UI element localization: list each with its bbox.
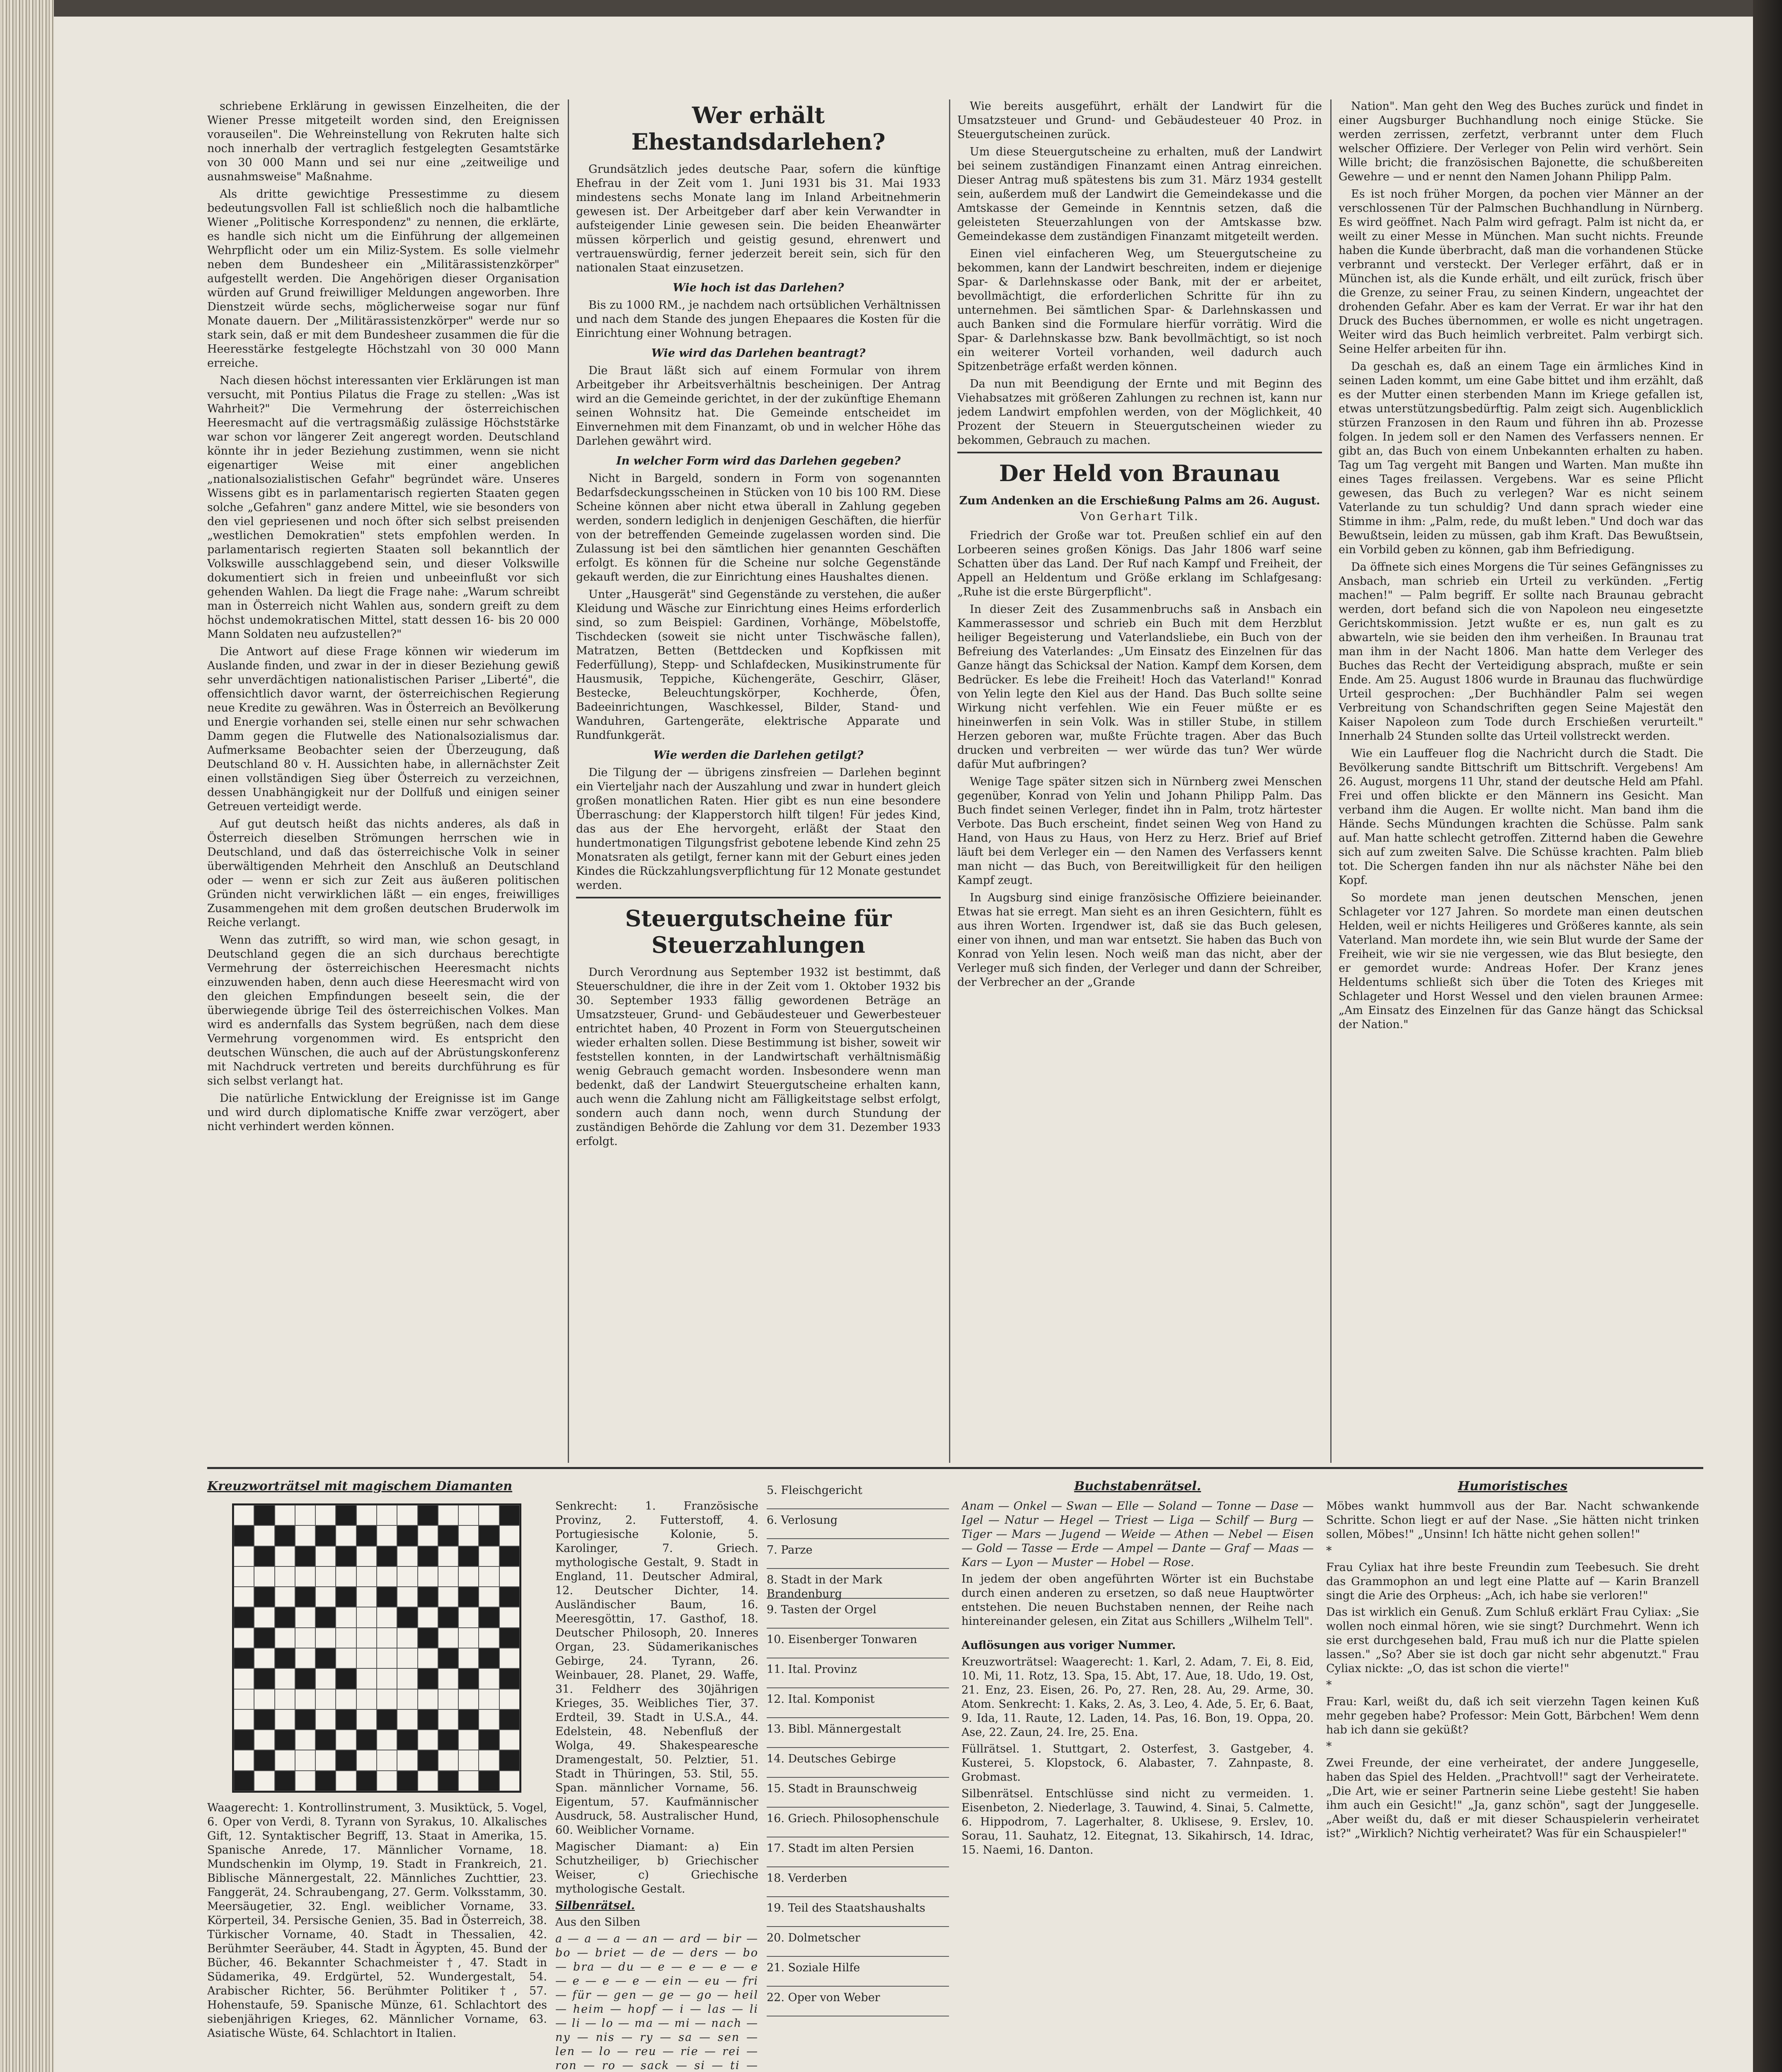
crossword-cell xyxy=(275,1628,295,1648)
silben-item: 7. Parze xyxy=(767,1539,949,1569)
crossword-block xyxy=(254,1505,274,1525)
article-paragraph: Da nun mit Beendigung der Ernte und mit Beginn des Viehabsatzes mit größeren Zahlungen zu rechnen ist, kann nur jedem Landwirt empfohlen werden, von der Möglichkeit, 40 Prozent der Steuern in Steuergutscheinen wieder zu bekommen, Gebrauch zu machen. xyxy=(957,378,1322,447)
crossword-cell xyxy=(295,1566,315,1587)
crossword-cell xyxy=(356,1628,377,1648)
crossword-cell xyxy=(356,1566,377,1587)
article-paragraph: Nation". Man geht den Weg des Buches zurück und findet in einer Augsburger Buchhandlung noch einige Stücke. Sie werden zerrissen, zerfetzt, verbrannt unter dem Fluch welscher Offiziere. Der Verleger von Pelin wird verhört. Sein Wille bricht; die französischen Bajonette, die schußbereiten Gewehre — und er nennt den Namen Johann Philipp Palm. xyxy=(1339,100,1703,183)
article-paragraph: Grundsätzlich jedes deutsche Paar, sofern die künftige Ehefrau in der Zeit vom 1. Juni 1931 bis 31. Mai 1933 mindestens sechs Monate lang im Inland Arbeitnehmerin gewesen ist. Der Arbeitgeber darf aber kein Verwandter in aufsteigender Linie gewesen sein. Die beiden Eheanwärter müssen körperlich und geistig gesund, ehrenwert und vertrauenswürdig, ferner jederzeit bereit sein, sich für den nationalen Staat einzusetzen. xyxy=(576,163,941,274)
aufloesung-silbenraetsel: Silbenrätsel. Entschlüsse sind nicht zu vermeiden. 1. Eisenbeton, 2. Niederlage, 3. Tauwind, 4. Sinai, 5. Calmette, 6. Hippodrom, 7. Lagerhalter, 8. Uklisese, 9. Erslev, 10. Sorau, 11. Sauhatz, 12. Eitegnat, 13. Sikahirsch, 14. Idrac, 15. Naemi, 16. Danton. xyxy=(961,1787,1314,1857)
crossword-cell xyxy=(315,1709,336,1730)
crossword-cell xyxy=(315,1505,336,1525)
crossword-cell xyxy=(438,1668,458,1689)
crossword-block xyxy=(336,1668,356,1689)
crossword-cell xyxy=(397,1566,417,1587)
article-paragraph: Wie bereits ausgeführt, erhält der Landwirt für die Umsatzsteuer und Grund- und Gebäudesteuer 40 Proz. in Steuergutscheinen zurück. xyxy=(957,100,1322,141)
crossword-block xyxy=(356,1525,377,1546)
crossword-block xyxy=(275,1607,295,1627)
crossword-cell xyxy=(377,1689,397,1709)
crossword-cell xyxy=(479,1750,499,1770)
crossword-block xyxy=(397,1525,417,1546)
silben-item: 6. Verlosung xyxy=(767,1509,949,1539)
crossword-block xyxy=(234,1607,254,1627)
crossword-cell xyxy=(458,1566,479,1587)
humor-title: Humoristisches xyxy=(1458,1479,1568,1493)
crossword-cell xyxy=(254,1771,274,1791)
crossword-block xyxy=(397,1730,417,1750)
silben-item: 20. Dolmetscher xyxy=(767,1927,949,1957)
crossword-block xyxy=(254,1668,274,1689)
crossword-cell xyxy=(315,1668,336,1689)
aufloesung-kreuzwort: Kreuzworträtsel: Waagerecht: 1. Karl, 2. Adam, 7. Ei, 8. Eid, 10. Mi, 11. Rotz, 13. Spa, 15. Abt, 17. Aue, 18. Udo, 19. Ost, 21. Enz, 23. Eisen, 26. Po, 27. Ren, 28. Au, 29. Arme, 30. Atom. Senkrecht: 1. Kaks, 2. As, 3. Leo, 4. Ade, 5. Er, 6. Baat, 9. Ida, 11. Raute, 12. Laden, 14. Pas, 16. Bon, 19. Oppa, 20. Ase, 22. Zaun, 24. Ire, 25. Ena. xyxy=(961,1656,1314,1739)
col1-paragraph: Wenn das zutrifft, so wird man, wie schon gesagt, in Deutschland gegen die an sich durchaus berechtigte Vermehrung der österreichischen Heeresmacht nichts einzuwenden haben, denn auch diese Heeresmacht wird von den gleichen Empfindungen beseelt sein, die der überwiegende übrige Teil des österreichischen Volkes. Man wird es andernfalls das System begrüßen, nach dem diese Vermehrung vorgenommen wird. Es entspricht den deutschen Wünschen, die auch auf der Abrüstungskonferenz mit Nachdruck vertreten und bereits durchführung es für sich selbst verlangt hat. xyxy=(207,934,559,1087)
crossword-cell xyxy=(254,1730,274,1750)
crossword-cell xyxy=(295,1771,315,1791)
crossword-cell xyxy=(315,1750,336,1770)
crossword-cell xyxy=(336,1525,356,1546)
crossword-cell xyxy=(377,1525,397,1546)
crossword-cell xyxy=(234,1566,254,1587)
crossword-cell xyxy=(397,1689,417,1709)
humor-item: Zwei Freunde, der eine verheiratet, der andere Junggeselle, haben das Spiel des Helden. „Prachtvoll!" sagt der Verheiratete. „Die Art, wie er seiner Partnerin seine Liebe gesteht! Sie haben ihm auch ein Gesicht!" „Ja, ganz schön", sagt der Junggeselle. „Aber weißt du, daß er mit dieser Schauspielerin verheiratet ist?" „Wirklich? Nichtig verheiratet? Was für ein Schauspieler!" xyxy=(1326,1757,1699,1840)
magic-diamond: Magischer Diamant: a) Ein Schutzheiliger, b) Griechischer Weiser, c) Griechische mythologische Gestalt. xyxy=(555,1840,758,1895)
silben-item: 17. Stadt im alten Persien xyxy=(767,1837,949,1867)
crossword-cell xyxy=(295,1689,315,1709)
crossword-cell xyxy=(295,1750,315,1770)
silben-item: 22. Oper von Weber xyxy=(767,1987,949,2016)
crossword-cell xyxy=(336,1628,356,1648)
column-1 xyxy=(207,99,559,1463)
crossword-section xyxy=(207,1479,758,2072)
crossword-block xyxy=(438,1771,458,1791)
crossword-block xyxy=(356,1771,377,1791)
article-paragraph: Die Tilgung der — übrigens zinsfreien — Darlehen beginnt ein Vierteljahr nach der Auszahlung und zwar in hundert gleich großen monatlichen Raten. Hier gibt es nun eine besondere Überraschung: der Klapperstorch hilft tilgen! Für jedes Kind, das aus der Ehe hervorgeht, erläßt der Staat den hundertmonatigen Tilgungsfrist gebotene lebende Kind zehn 25 Monatsraten als getilgt, ferner kann mit der Geburt eines jeden Kindes die Rückzahlungsverpflichtung für 12 Monate gestundet werden. xyxy=(576,766,941,892)
silben-item: 10. Eisenberger Tonwaren xyxy=(767,1629,949,1658)
crossword-cell xyxy=(499,1730,520,1750)
crossword-cell xyxy=(377,1750,397,1770)
crossword-block xyxy=(458,1668,479,1689)
crossword-cell xyxy=(479,1689,499,1709)
crossword-cell xyxy=(356,1689,377,1709)
crossword-block xyxy=(336,1750,356,1770)
crossword-cell xyxy=(275,1689,295,1709)
crossword-cell xyxy=(499,1771,520,1791)
crossword-cell xyxy=(254,1648,274,1668)
crossword-cell xyxy=(438,1566,458,1587)
article-paragraph: Es ist noch früher Morgen, da pochen vier Männer an der verschlossenen Tür der Palmschen Buchhandlung in Nürnberg. Es wird geöffnet. Nach Palm wird gefragt. Palm ist nicht da, er weilt zu einer Messe in München. Man sucht nichts. Freunde haben die Kunde überbracht, daß man die vorhandenen Stücke verbrannt und versteckt. Der Verleger erfährt, daß er in München ist, als die Kunde erhält, und eilt zurück, frisch über die Grenze, zu seiner Frau, zu seinen Kindern, ungeachtet der drohenden Gefahr. Aber es kam der Verrat. Er war ihr hat den Druck des Buches übernommen, er wolle es nicht ungetragen. Weiter wird das Buch heimlich verbreitet. Palm verbirgt sich. Seine Helfer arbeiten für ihn. xyxy=(1339,188,1703,356)
crossword-cell xyxy=(295,1628,315,1648)
crossword-cell xyxy=(254,1525,274,1546)
section-heading: Wie werden die Darlehen getilgt? xyxy=(653,749,864,762)
article-subtitle: Zum Andenken an die Erschießung Palms am 26. August. xyxy=(959,494,1320,507)
page-shadow xyxy=(1753,0,1782,2072)
buchstaben-rule: In jedem der oben angeführten Wörter ist ein Buchstabe durch einen anderen zu ersetzen, so daß neue Hauptwörter entstehen. Die neuen Buchstaben nennen, der Reihe nach hintereinander gelesen, ein Zitat aus Schillers „Wilhelm Tell". xyxy=(961,1573,1314,1628)
crossword-cell xyxy=(234,1505,254,1525)
crossword-cell xyxy=(438,1546,458,1566)
crossword-block xyxy=(254,1546,274,1566)
section-heading: In welcher Form wird das Darlehen gegeben? xyxy=(616,455,901,467)
crossword-block xyxy=(377,1709,397,1730)
crossword-cell xyxy=(315,1566,336,1587)
crossword-left xyxy=(207,1499,547,2072)
crossword-cell xyxy=(234,1587,254,1607)
crossword-block xyxy=(336,1587,356,1607)
crossword-cell xyxy=(458,1628,479,1648)
crossword-block xyxy=(438,1648,458,1668)
crossword-block xyxy=(479,1648,499,1668)
crossword-block xyxy=(397,1771,417,1791)
crossword-block xyxy=(418,1628,438,1648)
silben-intro: Aus den Silben xyxy=(555,1916,640,1929)
column-divider xyxy=(949,99,950,1463)
crossword-cell xyxy=(438,1750,458,1770)
silben-items-column xyxy=(767,1479,949,2072)
article-paragraph: So mordete man jenen deutschen Menschen, jenen Schlageter vor 127 Jahren. So mordete man einen deutschen Helden, weil er nichts Heiligeres und Größeres kannte, als sein Vaterland. Man mordete ihn, wie sein Blut wurde der Same der Freiheit, wie wir sie nie vergessen, wie das Blut besiegte, den er gemordet wurde: Andreas Hofer. Der Kranz jenes Heldentums schließt sich über die Toten des Krieges mit Schlageter und Horst Wessel und den vielen braunen Armee: „Am Einsatz des Einzelnen für das Ganze hängt das Schicksal der Nation." xyxy=(1339,891,1703,1031)
humor-item: Frau: Karl, weißt du, daß ich seit vierzehn Tagen keinen Kuß mehr gegeben habe? Professor: Mein Gott, Bärbchen! Wem denn hab ich dann sie geküßt? xyxy=(1326,1695,1699,1736)
crossword-cell xyxy=(356,1750,377,1770)
crossword-block xyxy=(499,1628,520,1648)
crossword-cell xyxy=(356,1505,377,1525)
crossword-block xyxy=(418,1587,438,1607)
col1-paragraph: Als dritte gewichtige Pressestimme zu diesem bedeutungsvollen Fall ist schließlich noch die halbamtliche Wiener „Politische Korrespondenz" zu nennen, die erklärte, es handle sich nicht um die Einführung der allgemeinen Wehrpflicht oder um ein Miliz-System. Es solle vielmehr neben dem Bundesheer ein „Militärassistenzkörper" aufgestellt werden. Die Angehörigen dieser Organisation würden auf Grund freiwilliger Meldungen angeworben. Ihre Dienstzeit würde sechs, möglicherweise sogar nur fünf Monate dauern. Der „Militärassistenzkörper" werde nur so stark sein, daß er mit dem Bundesheer zusammen die für die Heeresstärke festgelegte Höchstzahl von 30 000 Mann erreiche. xyxy=(207,188,559,370)
crossword-cell xyxy=(377,1566,397,1587)
crossword-cell xyxy=(234,1689,254,1709)
crossword-cell xyxy=(479,1566,499,1587)
crossword-block xyxy=(315,1648,336,1668)
crossword-cell xyxy=(397,1546,417,1566)
crossword-cell xyxy=(418,1607,438,1627)
crossword-cell xyxy=(377,1628,397,1648)
crossword-cell xyxy=(336,1771,356,1791)
crossword-cell xyxy=(356,1546,377,1566)
crossword-cell xyxy=(356,1668,377,1689)
article-paragraph: Friedrich der Große war tot. Preußen schlief ein auf den Lorbeeren seines großen Königs. Das Jahr 1806 warf seine Schatten über das Land. Der Ruf nach Kampf und Freiheit, der Appell an Heldentum und Größe erklang im Schlafgesang: „Ruhe ist die erste Bürgerpflicht". xyxy=(957,529,1322,598)
silben-item: 15. Stadt in Braunschweig xyxy=(767,1778,949,1808)
crossword-cell xyxy=(234,1709,254,1730)
silben-item: 8. Stadt in der Mark Brandenburg xyxy=(767,1569,949,1599)
crossword-cell xyxy=(499,1566,520,1587)
article-paragraph: Einen viel einfacheren Weg, um Steuergutscheine zu bekommen, kann der Landwirt beschreiten, indem er diejenige Spar- & Darlehnskasse oder Bank, mit der er arbeitet, bevollmächtigt, die erforderlichen Schritte für ihn zu unternehmen. Bei sämtlichen Spar- & Darlehnskassen und auch Banken sind die Formulare hierfür vorrätig. Wird die Spar- & Darlehnskasse bzw. Bank bevollmächtigt, so ist noch ein weiterer Vorteil vorhanden, weil dadurch auch Spitzenbeträge erfaßt werden können. xyxy=(957,247,1322,373)
section-heading: Wie wird das Darlehen beantragt? xyxy=(651,347,866,360)
crossword-cell xyxy=(397,1628,417,1648)
crossword-block xyxy=(315,1730,336,1750)
crossword-block xyxy=(397,1607,417,1627)
col1-paragraph: schriebene Erklärung in gewissen Einzelheiten, die der Wiener Presse mitgeteilt worden sind, den Ereignissen vorauseilen". Die Wehreinstellung von Rekruten halte sich noch innerhalb der vertraglich festgelegten Gesamtstärke von 30 000 Mann und sei nur eine „zeitweilige und ausnahmsweise" Maßnahme. xyxy=(207,100,559,183)
article-paragraph: Die Braut läßt sich auf einem Formular von ihrem Arbeitgeber ihr Arbeitsverhältnis bescheinigen. Der Antrag wird an die Gemeinde gerichtet, in der der zukünftige Ehemann seinen Wohnsitz hat. Die Gemeinde entscheidet im Einvernehmen mit dem Finanzamt, ob und in welcher Höhe das Darlehen gewährt wird. xyxy=(576,364,941,448)
crossword-block xyxy=(336,1546,356,1566)
crossword-cell xyxy=(418,1525,438,1546)
crossword-cell xyxy=(458,1505,479,1525)
crossword-block xyxy=(254,1628,274,1648)
crossword-cell xyxy=(397,1709,417,1730)
article-paragraph: Um diese Steuergutscheine zu erhalten, muß der Landwirt bei seinem zuständigen Finanzamt einen Antrag einreichen. Dieser Antrag muß spätestens bis zum 31. März 1934 gestellt sein, außerdem muß der Landwirt die Gemeindekasse und die Amtskasse der Gemeinde in Kenntnis setzen, daß die geleisteten Steuerzahlungen von der Amtskasse bzw. Gemeindekasse dem zuständigen Finanzamt mitgeteilt werden. xyxy=(957,145,1322,243)
crossword-cell xyxy=(397,1587,417,1607)
silben-item: 16. Griech. Philosophenschule xyxy=(767,1808,949,1837)
article-paragraph: Wenige Tage später sitzen sich in Nürnberg zwei Menschen gegenüber, Konrad von Yelin und Johann Philipp Palm. Das Buch findet seinen Verleger, findet ihn in Palm, trotz härtester Verbote. Das Buch erscheint, findet seinen Weg von Hand zu Hand, von Haus zu Haus, von Herz zu Herz. Brief auf Brief läuft bei dem Verleger ein — den Namen des Verfassers kennt man nicht — das Buch, von Bereitwilligkeit für den heiligen Kampf zeugt. xyxy=(957,775,1322,887)
crossword-cell xyxy=(275,1566,295,1587)
crossword-cell xyxy=(295,1525,315,1546)
crossword-block xyxy=(234,1648,254,1668)
crossword-cell xyxy=(254,1566,274,1587)
crossword-cell xyxy=(458,1525,479,1546)
crossword-cell xyxy=(315,1587,336,1607)
crossword-block xyxy=(479,1607,499,1627)
section-divider xyxy=(207,1467,1703,1469)
silben-item: 9. Tasten der Orgel xyxy=(767,1599,949,1629)
crossword-cell xyxy=(336,1648,356,1668)
article-paragraph: Bis zu 1000 RM., je nachdem nach ortsüblichen Verhältnissen und nach dem Stande des jungen Ehepaares die Kosten für die Einrichtung einer Wohnung betragen. xyxy=(576,299,941,340)
article-title-ehestandsdarlehen: Wer erhält Ehestandsdarlehen? xyxy=(631,102,886,155)
crossword-cell xyxy=(234,1668,254,1689)
article-separator xyxy=(957,452,1322,453)
crossword-cell xyxy=(356,1648,377,1668)
crossword-cell xyxy=(295,1607,315,1627)
crossword-block xyxy=(275,1771,295,1791)
article-paragraph: In dieser Zeit des Zusammenbruchs saß in Ansbach ein Kammerassessor und schrieb ein Buch mit dem Herzblut heiliger Begeisterung und Vaterlandsliebe, ein Buch von der Befreiung des Vaterlandes: „Um Einsatz des Einzelnen für das Ganze hängt das Schicksal der Nation. Kampf dem Korsen, dem Bedrücker. Es lebe die Freiheit! Hoch das Vaterland!" Konrad von Yelin legte den Kiel aus der Hand. Das Buch sollte seine Wirkung nicht verfehlen. Wie ein Feuer müßte er es hineinwerfen in sein Volk. Was in stiller Stube, in stillem Herzen geboren war, mußte Früchte tragen. Aber das Buch drucken und verbreiten — wer würde das tun? Wer würde dafür Mut aufbringen? xyxy=(957,603,1322,771)
crossword-cell xyxy=(356,1709,377,1730)
crossword-cell xyxy=(275,1709,295,1730)
silben-title: Silbenrätsel. xyxy=(555,1899,635,1912)
silben-item: 19. Teil des Staatshaushalts xyxy=(767,1897,949,1927)
crossword-cell xyxy=(479,1505,499,1525)
article-paragraph: Durch Verordnung aus September 1932 ist bestimmt, daß Steuerschuldner, die ihre in der Zeit vom 1. Oktober 1932 bis 30. September 1933 fällig gewordenen Beträge an Umsatzsteuer, Grund- und Gebäudesteuer und Gewerbesteuer entrichtet haben, 40 Prozent in Form von Steuergutscheinen wieder erhalten sollen. Diese Bestimmung ist bisher, soweit wir feststellen konnten, in der Landwirtschaft verhältnismäßig wenig Gebrauch gemacht worden. Insbesondere wenn man bedenkt, daß der Landwirt Steuergutscheine erhalten kann, auch wenn die Zahlung nicht am Fälligkeitstage selbst erfolgt, sondern auch dann noch, wenn durch Stundung der zuständigen Behörde die Zahlung vor dem 31. Dezember 1933 erfolgt. xyxy=(576,966,941,1148)
crossword-block xyxy=(499,1709,520,1730)
crossword-block xyxy=(458,1587,479,1607)
crossword-title: Kreuzworträtsel mit magischem Diamanten xyxy=(207,1479,513,1493)
crossword-block xyxy=(336,1505,356,1525)
clues-vertical: Senkrecht: 1. Französische Provinz, 2. Futterstoff, 4. Portugiesische Kolonie, 5. Karolinger, 7. Griech. mythologische Gestalt, 9. Stadt in England, 11. Deutscher Admiral, 12. Deutscher Dichter, 14. Ausländischer Baum, 16. Meeresgöttin, 17. Gasthof, 18. Deutscher Philosoph, 20. Inneres Organ, 23. Südamerikanisches Gebirge, 24. Tyrann, 26. Weinbauer, 28. Planet, 29. Waffe, 31. Feldherr des 30jährigen Krieges, 35. Weibliches Tier, 37. Erdteil, 39. Stadt in U.S.A., 44. Edelstein, 48. Nebenfluß der Wolga, 49. Shakespearesche Dramengestalt, 50. Pelztier, 51. Stadt in Thüringen, 53. Stil, 55. Span. männlicher Vorname, 56. Eigentum, 57. Kaufmännischer Ausdruck, 58. Australischer Hund, 60. Weiblicher Vorname. xyxy=(555,1500,758,1837)
crossword-cell xyxy=(397,1505,417,1525)
humor-item: Möbes wankt hummvoll aus der Bar. Nacht schwankende Schritte. Schon liegt er auf der Nase. „Sie hätten nicht trinken sollen, Möbes!" „Unsinn! Ich hätte nicht gehen sollen!" xyxy=(1326,1500,1699,1541)
crossword-block xyxy=(479,1771,499,1791)
crossword-block xyxy=(438,1607,458,1627)
crossword-cell xyxy=(275,1587,295,1607)
crossword-block xyxy=(356,1730,377,1750)
crossword-block xyxy=(254,1587,274,1607)
crossword-cell xyxy=(458,1771,479,1791)
crossword-cell xyxy=(336,1566,356,1587)
article-paragraph: Nicht in Bargeld, sondern in Form von sogenannten Bedarfsdeckungsscheinen in Stücken von 10 bis 100 RM. Diese Scheine können aber nicht etwa überall in Zahlung gegeben werden, sondern lediglich in denjenigen Geschäften, die hierfür von der betreffenden Gemeinde zugelassen worden sind. Die Zulassung ist bei den sämtlichen hier genannten Geschäften erfolgt. Es können für die Scheine nur solche Gegenstände gekauft werden, die zur Einrichtung eines Haushaltes dienen. xyxy=(576,472,941,583)
crossword-block xyxy=(295,1587,315,1607)
crossword-cell xyxy=(397,1750,417,1770)
buchstaben-title: Buchstabenrätsel. xyxy=(1074,1479,1201,1493)
column-divider xyxy=(568,99,569,1463)
crossword-cell xyxy=(458,1607,479,1627)
col1-paragraph: Die Antwort auf diese Frage können wir wiederum im Auslande finden, und zwar in der in dieser Beziehung gewiß sehr unverdächtigen nationalistischen Pariser „Liberté", die offensichtlich davor warnt, der österreichischen Regierung neue Kredite zu gewähren. Was in Österreich an Bevölkerung und Energie vorhanden sei, stelle einen nur sehr schwachen Damm gegen die Flutwelle des Nationalsozialismus dar. Aufmerksame Beobachter seien der Überzeugung, daß Deutschland 80 v. H. Aussichten habe, in allernächster Zeit einen vollständigen Sieg über Österreich zu verzeichnen, dessen Unabhängigkeit nur der Dollfuß und einigen seiner Getreuen verteidigt werde. xyxy=(207,645,559,813)
crossword-block xyxy=(275,1730,295,1750)
article-paragraph: Wie ein Lauffeuer flog die Nachricht durch die Stadt. Die Bevölkerung sandte Bittschrift um Bittschrift. Vergebens! Am 26. August, morgens 11 Uhr, stand der deutsche Held am Pfahl. Frei und offen blickte er den Männern ins Gesicht. Man verband ihm die Augen. Er wollte nicht. Man band ihm die Hände. Sechs Mündungen krachten die Schüsse. Palm sank auf. Man hatte schlecht getroffen. Zitternd haben die Gewehre sich auf zum zweiten Salve. Die Schüsse krachten. Palm blieb tot. Die Schergen fanden ihn nur als nächster Nähe bei den Kopf. xyxy=(1339,747,1703,887)
crossword-block xyxy=(234,1525,254,1546)
crossword-block xyxy=(234,1771,254,1791)
article-paragraph: Unter „Hausgerät" sind Gegenstände zu verstehen, die außer Kleidung und Wäsche zur Einrichtung eines Heims erforderlich sind, so zum Beispiel: Gardinen, Vorhänge, Möbelstoffe, Tischdecken (soweit sie nicht unter Tischwäsche fallen), Matratzen, Betten (Bettdecken und Kopfkissen mit Federfüllung), Stepp- und Schlafdecken, Musikinstrumente für Hausmusik, Teppiche, Küchengeräte, Geschirr, Gläser, Bestecke, Beleuchtungskörper, Kochherde, Öfen, Badeeinrichtungen, Waschkessel, Bilder, Stand- und Wanduhren, Gartengeräte, elektrische Apparate und Rundfunkgerät. xyxy=(576,588,941,742)
crossword-grid xyxy=(232,1503,521,1793)
crossword-cell xyxy=(479,1709,499,1730)
crossword-block xyxy=(479,1525,499,1546)
humor-item: Frau Cyliax hat ihre beste Freundin zum Teebesuch. Sie dreht das Grammophon an und legt eine Platte auf — Karin Branzell singt die Arie des Orpheus: „Ach, ich habe sie verloren!" xyxy=(1326,1561,1699,1602)
article-title-steuergutscheine: Steuergutscheine für Steuerzahlungen xyxy=(625,905,892,958)
newspaper-page xyxy=(54,17,1753,2072)
col1-paragraph: Die natürliche Entwicklung der Ereignisse ist im Gange und wird durch diplomatische Kniffe zwar verzögert, aber nicht verhindert werden können. xyxy=(207,1092,559,1133)
crossword-cell xyxy=(295,1648,315,1668)
crossword-cell xyxy=(275,1505,295,1525)
crossword-cell xyxy=(275,1750,295,1770)
crossword-block xyxy=(438,1730,458,1750)
article-paragraph: Da geschah es, daß an einem Tage ein ärmliches Kind in seinen Laden kommt, um eine Gabe bittet und ihm erzählt, daß es der Mutter einen sterbenden Mann im Kriege gefallen ist, etwas unterstützungsbedürftig. Palm zeigt sich. Augenblicklich stürzen Franzosen in den Raum und führen ihn ab. Prozesse folgen. In jedem soll er den Namen des Verfassers nennen. Er gibt an, das Buch von einem Unbekannten erhalten zu haben. Tag um Tag vergeht mit Bangen und Warten. Man mußte ihn eines Tages freilassen. Vergebens. War es seine Pflicht gewesen, das Buch zu verlegen? War es nicht seinem Vaterlande zu tun schuldig? Und dann sprach wieder eine Stimme in ihm: „Palm, rede, du mußt leben." Und doch war das Bewußtsein, leiden zu müssen, gab ihm Kraft. Das Bewußtsein, ein Vorbild geben zu können, gab ihm Befriedigung. xyxy=(1339,360,1703,556)
crossword-block xyxy=(499,1505,520,1525)
col1-paragraph: Auf gut deutsch heißt das nichts anderes, als daß in Österreich dieselben Strömungen herrschen wie in Deutschland, und daß das österreichische Volk in seiner überwältigenden Mehrheit den Anschluß an Deutschland oder — wenn er sich zur Zeit aus äußeren politischen Gründen nicht verwirklichen läßt — ein enges, freiwilliges Zusammengehen mit dem großen deutschen Bruderwolk im Reiche verlangt. xyxy=(207,818,559,929)
column-3 xyxy=(957,99,1322,1463)
book-binding-edge xyxy=(0,0,54,2072)
crossword-area xyxy=(207,1499,758,2072)
buchstaben-section xyxy=(961,1479,1314,2072)
crossword-cell xyxy=(234,1628,254,1648)
silben-item: 21. Soziale Hilfe xyxy=(767,1957,949,1987)
crossword-block xyxy=(438,1525,458,1546)
crossword-cell xyxy=(275,1546,295,1566)
crossword-cell xyxy=(458,1750,479,1770)
crossword-block xyxy=(499,1668,520,1689)
crossword-cell xyxy=(418,1648,438,1668)
crossword-cell xyxy=(254,1689,274,1709)
silben-list: a — a — a — an — ard — bir — bo — briet — de — ders — bo — bra — du — e — e — e — e — e — e — e — ein — eu — fri — für — gen — ge — go — heil — heim — hopf — i — las — li — li — lo — ma — mi — nach — ny — nis — ry — sa — sen — len — lo — reu — rie — rei — ron — ro — sack — si — ti — xyxy=(555,1932,758,2072)
crossword-block xyxy=(418,1546,438,1566)
crossword-block xyxy=(254,1750,274,1770)
crossword-block xyxy=(234,1730,254,1750)
article-columns xyxy=(207,99,1703,1463)
crossword-cell xyxy=(418,1771,438,1791)
silben-item: 14. Deutsches Gebirge xyxy=(767,1748,949,1778)
article-title-held-von-braunau: Der Held von Braunau xyxy=(999,460,1281,487)
crossword-cell xyxy=(315,1689,336,1709)
crossword-cell xyxy=(499,1648,520,1668)
crossword-block xyxy=(336,1709,356,1730)
article-paragraph: Da öffnete sich eines Morgens die Tür seines Gefängnisses zu Ansbach, man schrieb ein Urteil zu verkünden. „Fertig machen!" — Palm begriff. Er sollte nach Braunau gebracht werden, dort befand sich die von Napoleon neu eingesetzte Gerichtskommission. Jetzt wußte er es, nun galt es zu abwarteln, wie sie beiden den ihm verheißen. In Braunau trat man ihm in der Nacht 1806. Man hatte dem Verleger des Buches das Recht der Verteidigung absprach, mußte er sein Ende. Am 25. August 1806 wurde in Braunau das fluchwürdige Urteil gesprochen: „Der Buchhändler Palm sei wegen Verbreitung von Schandschriften gegen Seine Majestät den Kaiser Napoleon zum Tode durch Erschießen verurteilt." Innerhalb 24 Stunden sollte das Urteil vollstreckt werden. xyxy=(1339,561,1703,743)
aufloesung-fuellraetsel: Füllrätsel. 1. Stuttgart, 2. Osterfest, 3. Gastgeber, 4. Kusterei, 5. Klopstock, 6. Alabaster, 7. Zahnpaste, 8. Grobmast. xyxy=(961,1743,1314,1784)
crossword-cell xyxy=(315,1546,336,1566)
crossword-cell xyxy=(377,1648,397,1668)
silben-item: 11. Ital. Provinz xyxy=(767,1658,949,1688)
crossword-block xyxy=(315,1607,336,1627)
crossword-block xyxy=(418,1668,438,1689)
crossword-block xyxy=(315,1525,336,1546)
crossword-cell xyxy=(377,1730,397,1750)
crossword-block xyxy=(499,1546,520,1566)
article-author: Von Gerhart Tilk. xyxy=(1080,510,1199,523)
crossword-block xyxy=(315,1771,336,1791)
separator-star: * xyxy=(1326,1544,1332,1557)
crossword-cell xyxy=(438,1505,458,1525)
crossword-cell xyxy=(479,1668,499,1689)
aufloesungen-title: Auflösungen aus voriger Nummer. xyxy=(961,1639,1176,1652)
crossword-block xyxy=(418,1709,438,1730)
crossword-cell xyxy=(315,1628,336,1648)
crossword-block xyxy=(295,1668,315,1689)
crossword-cell xyxy=(499,1525,520,1546)
crossword-right xyxy=(555,1499,758,2072)
separator-star: * xyxy=(1326,1679,1332,1692)
crossword-cell xyxy=(336,1730,356,1750)
humor-item: Das ist wirklich ein Genuß. Zum Schluß erklärt Frau Cyliax: „Sie wollen noch einmal hören, wie sie singt? Durchmehrt. Wenn ich sie erst durchgesehen bald, Frau muß ich nur die Platte spielen lassen." „So? Aber sie ist doch gar nicht sehr abgenutzt." Frau Cyliax nickte: „O, das ist schon die vierte!" xyxy=(1326,1606,1699,1675)
crossword-block xyxy=(418,1750,438,1770)
silben-item: 5. Fleischgericht xyxy=(767,1479,949,1509)
crossword-block xyxy=(458,1546,479,1566)
crossword-cell xyxy=(356,1587,377,1607)
crossword-block xyxy=(295,1546,315,1566)
crossword-cell xyxy=(418,1689,438,1709)
crossword-cell xyxy=(295,1730,315,1750)
silben-item: 13. Bibl. Männergestalt xyxy=(767,1718,949,1748)
crossword-cell xyxy=(356,1607,377,1627)
crossword-cell xyxy=(336,1607,356,1627)
crossword-block xyxy=(275,1648,295,1668)
crossword-block xyxy=(458,1709,479,1730)
crossword-block xyxy=(377,1546,397,1566)
crossword-cell xyxy=(499,1689,520,1709)
crossword-cell xyxy=(377,1668,397,1689)
crossword-cell xyxy=(438,1709,458,1730)
crossword-cell xyxy=(479,1628,499,1648)
silben-items-right xyxy=(767,1479,949,2016)
clues-horizontal: Waagerecht: 1. Kontrollinstrument, 3. Musiktück, 5. Vogel, 6. Oper von Verdi, 8. Tyrann von Syrakus, 10. Alkalisches Gift, 12. Syntaktischer Begriff, 13. Staat in Amerika, 15. Spanische Anrede, 17. Männlicher Vorname, 18. Mundschenkin im Olymp, 19. Stadt in Frankreich, 21. Biblische Männergestalt, 22. Männliches Zuchttier, 23. Fanggerät, 24. Schraubengang, 27. Germ. Volksstamm, 30. Meersäugetier, 32. Engl. weiblicher Vorname, 33. Körperteil, 34. Persische Genien, 35. Bad in Österreich, 38. Türkischer Vorname, 40. Stadt in Thessalien, 42. Berühmter Seeräuber, 44. Stadt in Ägypten, 45. Bund der Bücher, 46. Bekannter Schachmeister †, 47. Stadt in Südamerika, 49. Erdgürtel, 52. Wundergestalt, 54. Arabischer Richter, 56. Berühmter Politiker †, 57. Hohenstaufe, 59. Spanische Münze, 61. Schlachtort des siebenjährigen Krieges, 62. Männlicher Vorname, 63. Asiatische Wüste, 64. Schlachtort in Italien. xyxy=(207,1801,547,2040)
crossword-block xyxy=(377,1587,397,1607)
crossword-cell xyxy=(336,1689,356,1709)
crossword-block xyxy=(295,1709,315,1730)
crossword-cell xyxy=(458,1730,479,1750)
crossword-block xyxy=(418,1505,438,1525)
crossword-cell xyxy=(418,1730,438,1750)
crossword-block xyxy=(499,1750,520,1770)
crossword-block xyxy=(479,1730,499,1750)
crossword-cell xyxy=(275,1668,295,1689)
crossword-cell xyxy=(377,1505,397,1525)
silben-item: 12. Ital. Komponist xyxy=(767,1688,949,1718)
section-heading: Wie hoch ist das Darlehen? xyxy=(673,281,844,294)
crossword-cell xyxy=(458,1648,479,1668)
crossword-cell xyxy=(234,1750,254,1770)
crossword-cell xyxy=(479,1587,499,1607)
separator-star: * xyxy=(1326,1740,1332,1753)
crossword-cell xyxy=(234,1546,254,1566)
crossword-cell xyxy=(438,1628,458,1648)
crossword-cell xyxy=(438,1587,458,1607)
crossword-block xyxy=(499,1587,520,1607)
crossword-block xyxy=(254,1709,274,1730)
crossword-cell xyxy=(397,1668,417,1689)
buchstaben-words: Anam — Onkel — Swan — Elle — Soland — Tonne — Dase — Igel — Natur — Hegel — Triest — Liga — Schilf — Burg — Tiger — Mars — Jugend — Weide — Athen — Nebel — Eisen — Gold — Tasse — Erde — Ampel — Dante — Graf — Maas — Kars — Lyon — Muster — Hobel — Rose. xyxy=(961,1500,1314,1569)
crossword-cell xyxy=(499,1607,520,1627)
crossword-cell xyxy=(397,1648,417,1668)
article-separator xyxy=(576,897,941,898)
crossword-block xyxy=(275,1525,295,1546)
article-paragraph: In Augsburg sind einige französische Offiziere beieinander. Etwas hat sie erregt. Man sieht es an ihren Gesichtern, fühlt es aus ihren Worten. Irgendwer ist, daß sie das Buch gelesen, einer von ihnen, und man war entsetzt. Sie haben das Buch von Konrad von Yelin lesen. Noch weiß man das nicht, aber der Verleger muß sich finden, der Verleger und dann der Schreiber, der Verbrecher an der „Grande xyxy=(957,891,1322,989)
col1-paragraph: Nach diesen höchst interessanten vier Erklärungen ist man versucht, mit Pontius Pilatus die Frage zu stellen: „Was ist Wahrheit?" Die Vermehrung der österreichischen Heeresmacht auf die vertragsmäßig zulässige Höchststärke war schon vor längerer Zeit angeregt worden. Deutschland könnte ihr in jeder Beziehung zustimmen, wenn sie nicht eigenartiger Weise mit einer angeblichen „nationalsozialistischen Gefahr" begründet wäre. Unseres Wissens gibt es in parlamentarisch regierten Staaten gegen solche „Gefahren" ganz andere Mittel, wie sie besonders von den viel gepriesenen und noch öfter sich selbst preisenden „westlichen Demokratien" stets empfohlen werden. In parlamentarisch regierten Staaten soll bekanntlich der Volkswille ausschlaggebend sein, und dieser Volkswille dokumentiert sich in freien und unbeeinflußt vor sich gehenden Wahlen. Da liegt die Frage nahe: „Warum schreibt man in Österreich nicht Wahlen aus, sondern greift zu dem höchst undemokratischen Mittel, statt dessen 16- bis 20 000 Mann Soldaten neu aufzustellen?" xyxy=(207,374,559,641)
column-2 xyxy=(576,99,941,1463)
column-4 xyxy=(1339,99,1703,1463)
crossword-cell xyxy=(458,1689,479,1709)
crossword-cell xyxy=(418,1566,438,1587)
crossword-cell xyxy=(438,1689,458,1709)
column-divider xyxy=(1330,99,1332,1463)
crossword-cell xyxy=(377,1607,397,1627)
crossword-cell xyxy=(377,1771,397,1791)
crossword-cell xyxy=(479,1546,499,1566)
humor-section xyxy=(1326,1479,1699,2072)
crossword-cell xyxy=(254,1607,274,1627)
silben-item: 18. Verderben xyxy=(767,1867,949,1897)
crossword-cell xyxy=(295,1505,315,1525)
